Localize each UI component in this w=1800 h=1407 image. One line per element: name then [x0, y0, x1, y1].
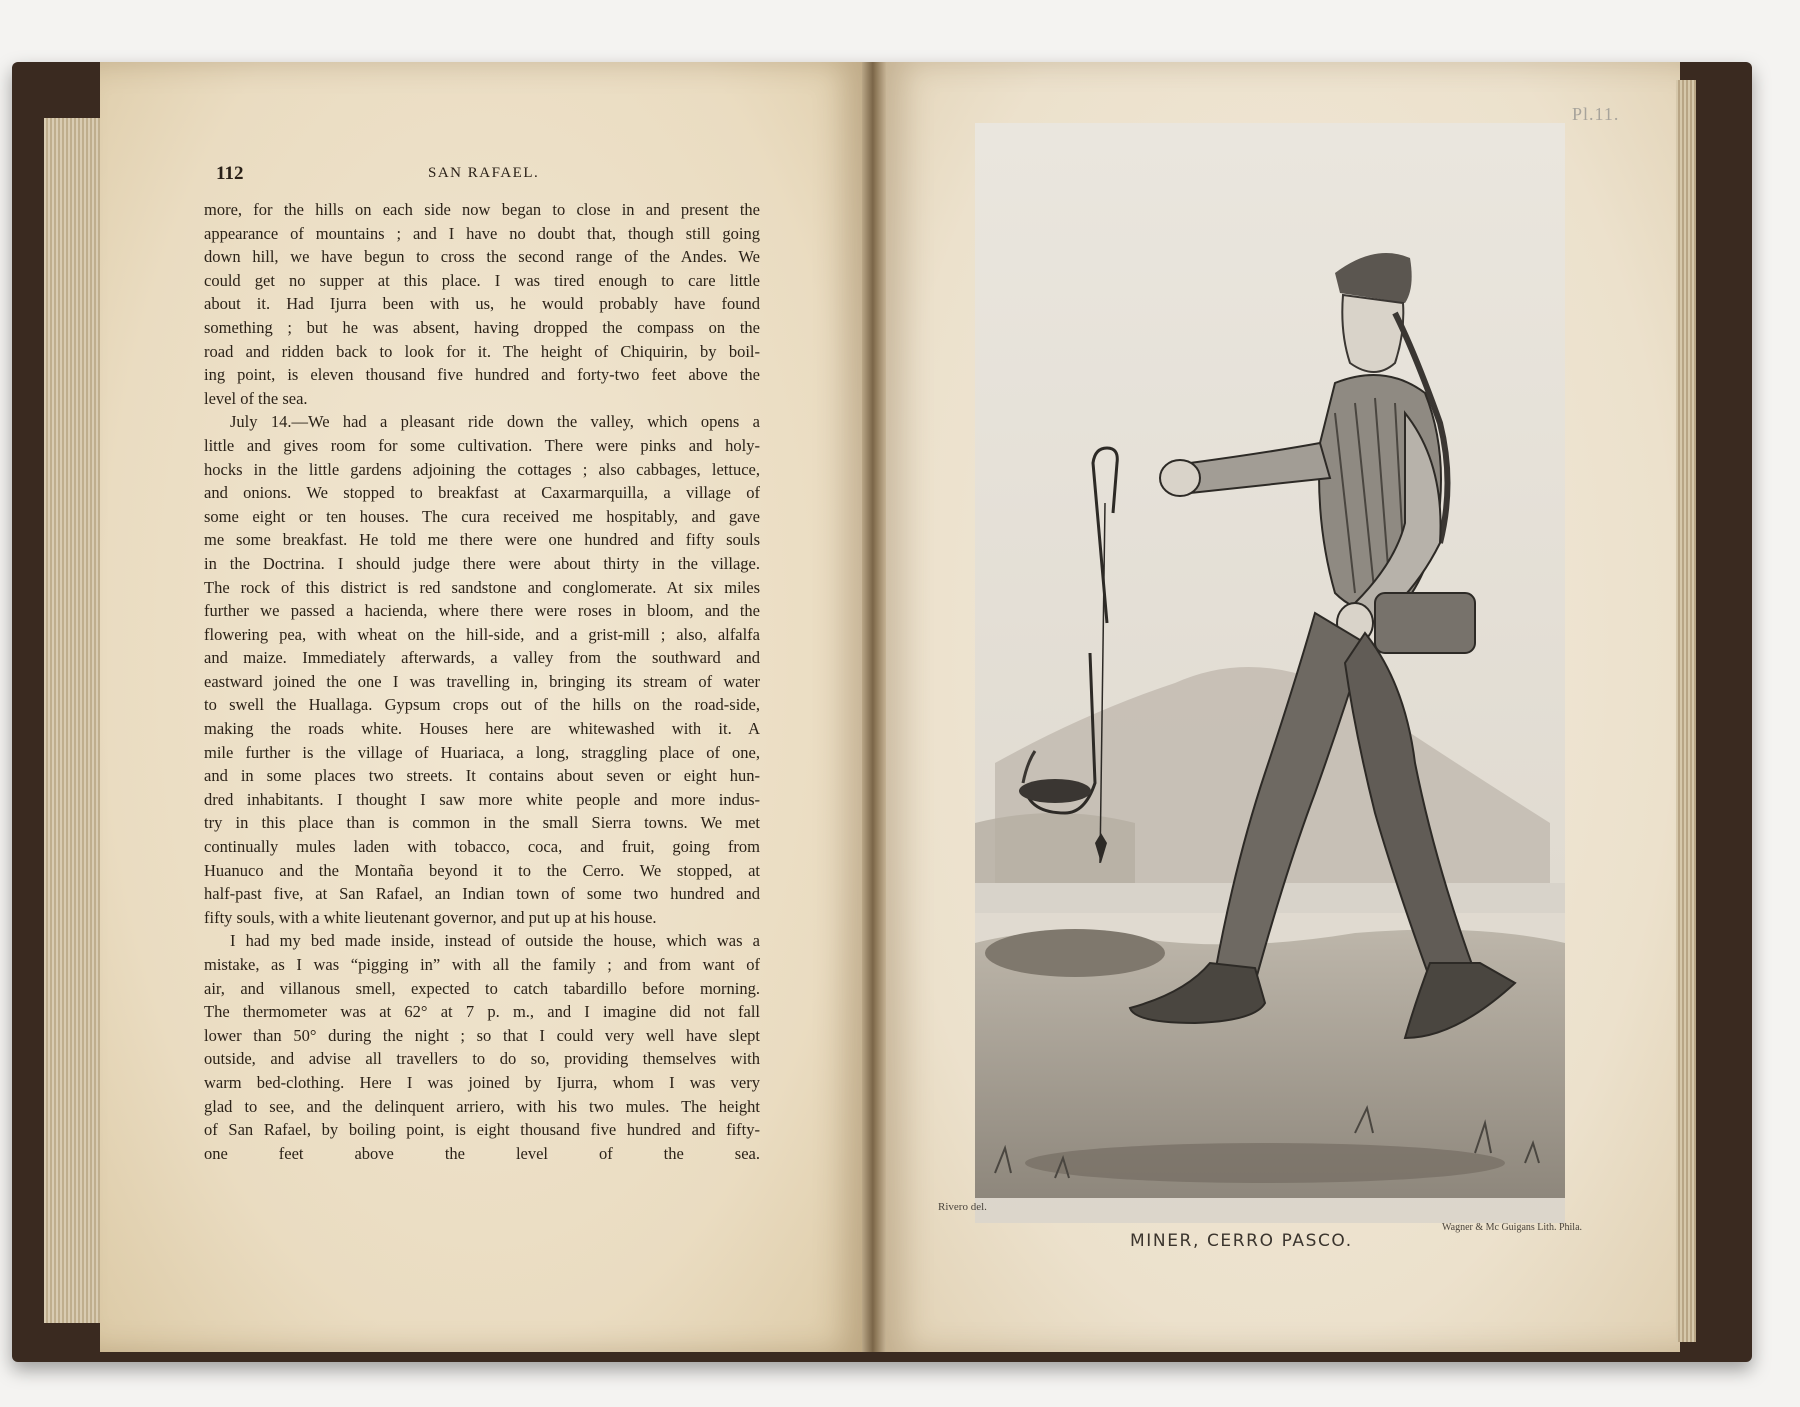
- text-line: could get no supper at this place. I was tired enough to care little: [204, 270, 760, 290]
- plate-caption: MINER, CERRO PASCO.: [1130, 1231, 1353, 1251]
- text-line: something ; but he was absent, having dropped the compass on the: [204, 317, 760, 337]
- text-line: hocks in the little gardens adjoining the cottages ; also cabbages, lettuce,: [204, 459, 760, 479]
- text-line: flowering pea, with wheat on the hill-side, and a grist-mill ; also, alfalfa: [204, 624, 760, 644]
- text-line: try in this place than is common in the small Sierra towns. We met: [204, 813, 760, 833]
- text-line: and in some places two streets. It contains about seven or eight hun-: [204, 766, 760, 786]
- text-line: down hill, we have begun to cross the second range of the Andes. We: [204, 247, 760, 267]
- text-line: eastward joined the one I was travelling in, bringing its stream of water: [204, 671, 760, 691]
- text-line: continually mules laden with tobacco, coca, and fruit, going from: [204, 837, 760, 857]
- text-line: I had my bed made inside, instead of outside the house, which was a: [230, 931, 760, 951]
- text-line: The rock of this district is red sandstone and conglomerate. At six miles: [204, 577, 760, 597]
- text-line: more, for the hills on each side now began to close in and present the: [204, 200, 760, 219]
- text-line: The thermometer was at 62° at 7 p. m., and I imagine did not fall: [204, 1002, 760, 1022]
- text-line: making the roads white. Houses here are whitewashed with it. A: [204, 719, 760, 739]
- text-line: glad to see, and the delinquent arriero, with his two mules. The height: [204, 1096, 760, 1116]
- text-line: warm bed-clothing. Here I was joined by Ijurra, whom I was very: [204, 1072, 760, 1092]
- text-line: about it. Had Ijurra been with us, he would probably have found: [204, 294, 760, 314]
- text-line: ing point, is eleven thousand five hundred and forty-two feet above the: [204, 365, 760, 385]
- lithographer-credit: Wagner & Mc Guigans Lith. Phila.: [1442, 1222, 1583, 1233]
- section-title: SAN RAFAEL.: [428, 165, 540, 181]
- artist-credit: Rivero del.: [938, 1201, 987, 1213]
- running-head: [216, 163, 766, 189]
- body-text: [204, 198, 760, 1165]
- text-line: and maize. Immediately afterwards, a valley from the southward and: [204, 648, 760, 668]
- text-line: fifty souls, with a white lieutenant governor, and put up at his house.: [204, 907, 657, 927]
- text-line: one feet above the level of the sea.: [204, 1143, 760, 1163]
- text-line: dred inhabitants. I thought I saw more white people and more indus-: [204, 789, 760, 809]
- text-line: of San Rafael, by boiling point, is eight thousand five hundred and fifty-: [204, 1120, 760, 1140]
- text-line: little and gives room for some cultivation. There were pinks and holy-: [204, 435, 760, 455]
- text-line: level of the sea.: [204, 388, 308, 408]
- text-line: mile further is the village of Huariaca, a long, straggling place of one,: [204, 742, 760, 762]
- text-line: July 14.—We had a pleasant ride down the valley, which opens a: [230, 412, 760, 432]
- text-line: and onions. We stopped to breakfast at Caxarmarquilla, a village of: [204, 483, 760, 503]
- book-gutter: [862, 62, 886, 1352]
- page-number: 112: [216, 163, 244, 184]
- page-edges-left: [44, 118, 104, 1323]
- text-line: mistake, as I was “pigging in” with all the family ; and from want of: [204, 955, 760, 974]
- text-line: road and ridden back to look for it. The height of Chiquirin, by boil-: [204, 341, 760, 361]
- text-line: half-past five, at San Rafael, an Indian town of some two hundred and: [204, 884, 760, 904]
- plate-mark: Pl.11.: [1572, 104, 1620, 124]
- text-line: lower than 50° during the night ; so that I could very well have slept: [204, 1025, 760, 1045]
- text-line: some eight or ten houses. The cura received me hospitably, and gave: [204, 506, 760, 526]
- text-line: outside, and advise all travellers to do so, providing themselves with: [204, 1049, 760, 1069]
- text-line: in the Doctrina. I should judge there were about thirty in the village.: [204, 553, 760, 573]
- text-line: appearance of mountains ; and I have no doubt that, though still going: [204, 223, 760, 243]
- text-line: air, and villanous smell, expected to catch tabardillo before morning.: [204, 978, 760, 998]
- text-line: me some breakfast. He told me there were one hundred and fifty souls: [204, 530, 760, 550]
- miner-illustration: [935, 123, 1605, 1223]
- text-line: further we passed a hacienda, where there were roses in bloom, and the: [204, 601, 760, 621]
- page-edges-right: [1676, 80, 1696, 1342]
- text-line: Huanuco and the Montaña beyond it to the Cerro. We stopped, at: [204, 860, 760, 880]
- text-line: to swell the Huallaga. Gypsum crops out of the hills on the road-side,: [204, 695, 760, 715]
